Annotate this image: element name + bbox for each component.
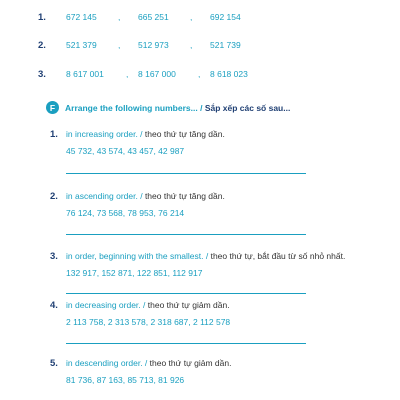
item-numbers: 2 113 758, 2 313 578, 2 318 687, 2 112 578 — [66, 317, 231, 327]
row-number: 2. — [38, 40, 46, 51]
section-title — [65, 103, 290, 113]
separator: , — [198, 69, 201, 79]
item-numbers: 81 736, 87 163, 85 713, 81 926 — [66, 375, 185, 385]
value-b: 8 167 000 — [138, 69, 176, 79]
instruction-vi: theo thứ tự tăng dần. — [144, 191, 225, 201]
value-c: 692 154 — [210, 12, 241, 22]
value-c: 521 739 — [210, 40, 241, 50]
value-b: 665 251 — [138, 12, 169, 22]
separator: , — [190, 40, 193, 50]
instruction-en: in ascending order. / — [66, 191, 143, 201]
item-numbers: 132 917, 152 871, 122 851, 112 917 — [66, 268, 203, 278]
section-title-vi: Sắp xếp các số sau... — [204, 102, 291, 113]
item-number: 1. — [50, 129, 58, 140]
row-number: 3. — [38, 69, 46, 80]
value-b: 512 973 — [138, 40, 169, 50]
section-badge: F — [46, 101, 59, 114]
item-number: 4. — [50, 300, 58, 311]
item-instruction — [66, 251, 345, 261]
item-number: 3. — [50, 251, 58, 262]
section-title-en: Arrange the following numbers... / — [65, 102, 203, 113]
item-numbers: 76 124, 73 568, 78 953, 76 214 — [66, 208, 185, 218]
section-heading — [46, 101, 290, 114]
separator: , — [118, 12, 121, 22]
instruction-en: in decreasing order. / — [66, 300, 146, 310]
separator: , — [118, 40, 121, 50]
value-a: 521 379 — [66, 40, 97, 50]
item-number: 5. — [50, 358, 58, 369]
item-instruction — [66, 191, 225, 201]
row-number: 1. — [38, 12, 46, 23]
value-c: 8 618 023 — [210, 69, 248, 79]
instruction-vi: theo thứ tự tăng dần. — [144, 129, 225, 139]
item-numbers: 45 732, 43 574, 43 457, 42 987 — [66, 146, 185, 156]
item-instruction — [66, 129, 225, 139]
answer-line[interactable] — [66, 293, 306, 294]
instruction-en: in order, beginning with the smallest. / — [66, 251, 209, 261]
answer-line[interactable] — [66, 343, 306, 344]
value-a: 8 617 001 — [66, 69, 104, 79]
instruction-vi: theo thứ tự giảm dần. — [149, 358, 232, 368]
separator: , — [190, 12, 193, 22]
item-instruction — [66, 300, 230, 310]
answer-line[interactable] — [66, 173, 306, 174]
separator: , — [126, 69, 129, 79]
instruction-vi: theo thứ tự, bắt đầu từ số nhỏ nhất. — [210, 251, 346, 261]
item-instruction — [66, 358, 231, 368]
value-a: 672 145 — [66, 12, 97, 22]
item-number: 2. — [50, 191, 58, 202]
instruction-en: in increasing order. / — [66, 129, 143, 139]
instruction-en: in descending order. / — [66, 358, 148, 368]
instruction-vi: theo thứ tự giảm dần. — [147, 300, 230, 310]
answer-line[interactable] — [66, 234, 306, 235]
